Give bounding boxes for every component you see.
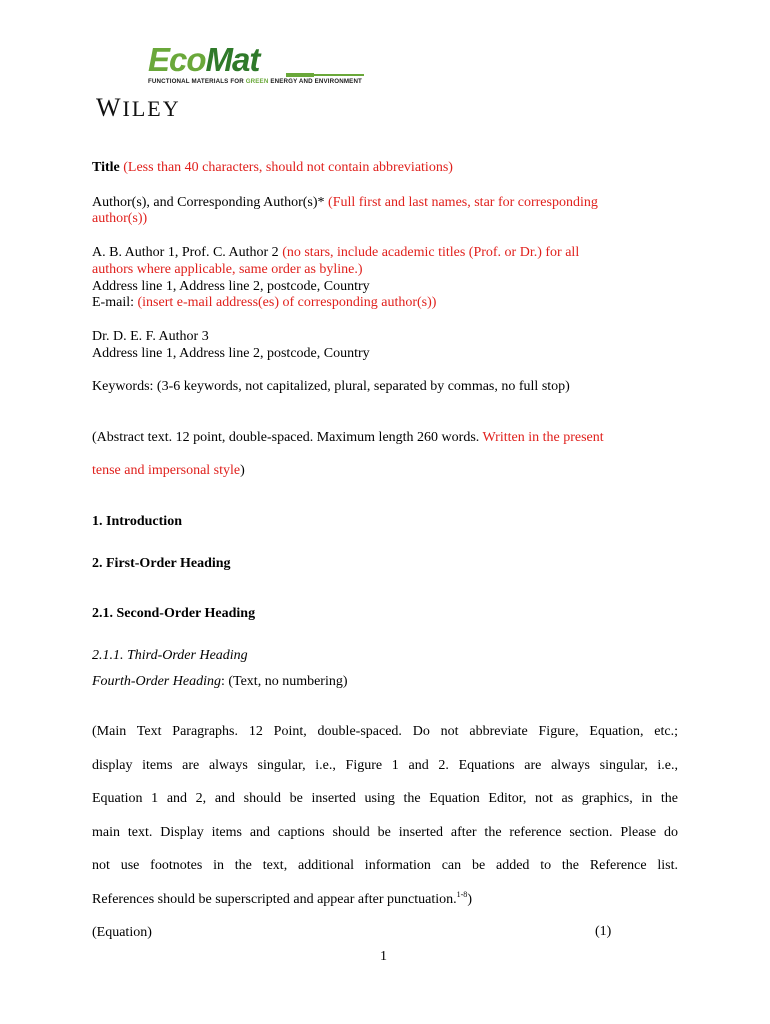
- abstract-line-1: (Abstract text. 12 point, double-spaced. Maximum length 260 words. Written in the present: [92, 430, 604, 445]
- heading-fourth-order: Fourth-Order Heading: (Text, no numbering): [92, 674, 348, 689]
- equation-label: (Equation): [92, 925, 152, 940]
- author-names-2: Dr. D. E. F. Author 3: [92, 329, 209, 344]
- main-text-line-2: display items are always singular, i.e., Figure 1 and 2. Equations are always singular, i.e.,: [92, 758, 678, 773]
- heading-introduction: 1. Introduction: [92, 514, 182, 529]
- keywords: Keywords: (3-6 keywords, not capitalized, plural, separated by commas, no full stop): [92, 379, 570, 394]
- logo-tagline: FUNCTIONAL MATERIALS FOR GREEN ENERGY AND ENVIRONMENT: [148, 78, 362, 85]
- heading-third-order: 2.1.1. Third-Order Heading: [92, 648, 248, 663]
- authors-header-line: Author(s), and Corresponding Author(s)* (Full first and last names, star for corresponding: [92, 195, 598, 210]
- main-text-line-6: References should be superscripted and appear after punctuation.$^{1-8}$): [92, 890, 472, 907]
- wiley-logo: WILEY: [96, 93, 181, 122]
- ecomat-logo: [148, 42, 378, 90]
- abstract-line-2: tense and impersonal style): [92, 463, 245, 478]
- author-names-1-note: authors where applicable, same order as byline.): [92, 262, 363, 277]
- title-line: [92, 159, 453, 176]
- author-email: E-mail: (insert e-mail address(es) of corresponding author(s)): [92, 295, 437, 310]
- logo-wordmark: [148, 42, 259, 78]
- logo-mat: Mat: [205, 41, 260, 78]
- equation-number: (1): [595, 924, 612, 939]
- heading-first-order: 2. First-Order Heading: [92, 556, 231, 571]
- author-address-1: Address line 1, Address line 2, postcode, Country: [92, 279, 370, 294]
- author-address-2: Address line 1, Address line 2, postcode, Country: [92, 346, 370, 361]
- main-text-line-4: main text. Display items and captions should be inserted after the reference section. Please do: [92, 825, 678, 840]
- main-text-line-1: (Main Text Paragraphs. 12 Point, double-spaced. Do not abbreviate Figure, Equation, etc.;: [92, 724, 678, 739]
- authors-header-note: author(s)): [92, 211, 148, 226]
- logo-bar-line: [314, 74, 364, 76]
- author-names-1: A. B. Author 1, Prof. C. Author 2 (no stars, include academic titles (Prof. or Dr.) for all: [92, 245, 580, 260]
- main-text-line-3: Equation 1 and 2, and should be inserted using the Equation Editor, not as graphics, in the: [92, 791, 678, 806]
- heading-second-order: 2.1. Second-Order Heading: [92, 606, 256, 621]
- page-number: 1: [380, 949, 387, 964]
- logo-bar: [286, 73, 314, 77]
- main-text-line-5: not use footnotes in the text, additional information can be added to the Reference list.: [92, 858, 678, 873]
- title-label: Title: [92, 160, 120, 175]
- logo-eco: Eco: [148, 41, 206, 78]
- title-note: (Less than 40 characters, should not contain abbreviations): [119, 160, 453, 175]
- reference-superscript: 1-8: [456, 890, 468, 899]
